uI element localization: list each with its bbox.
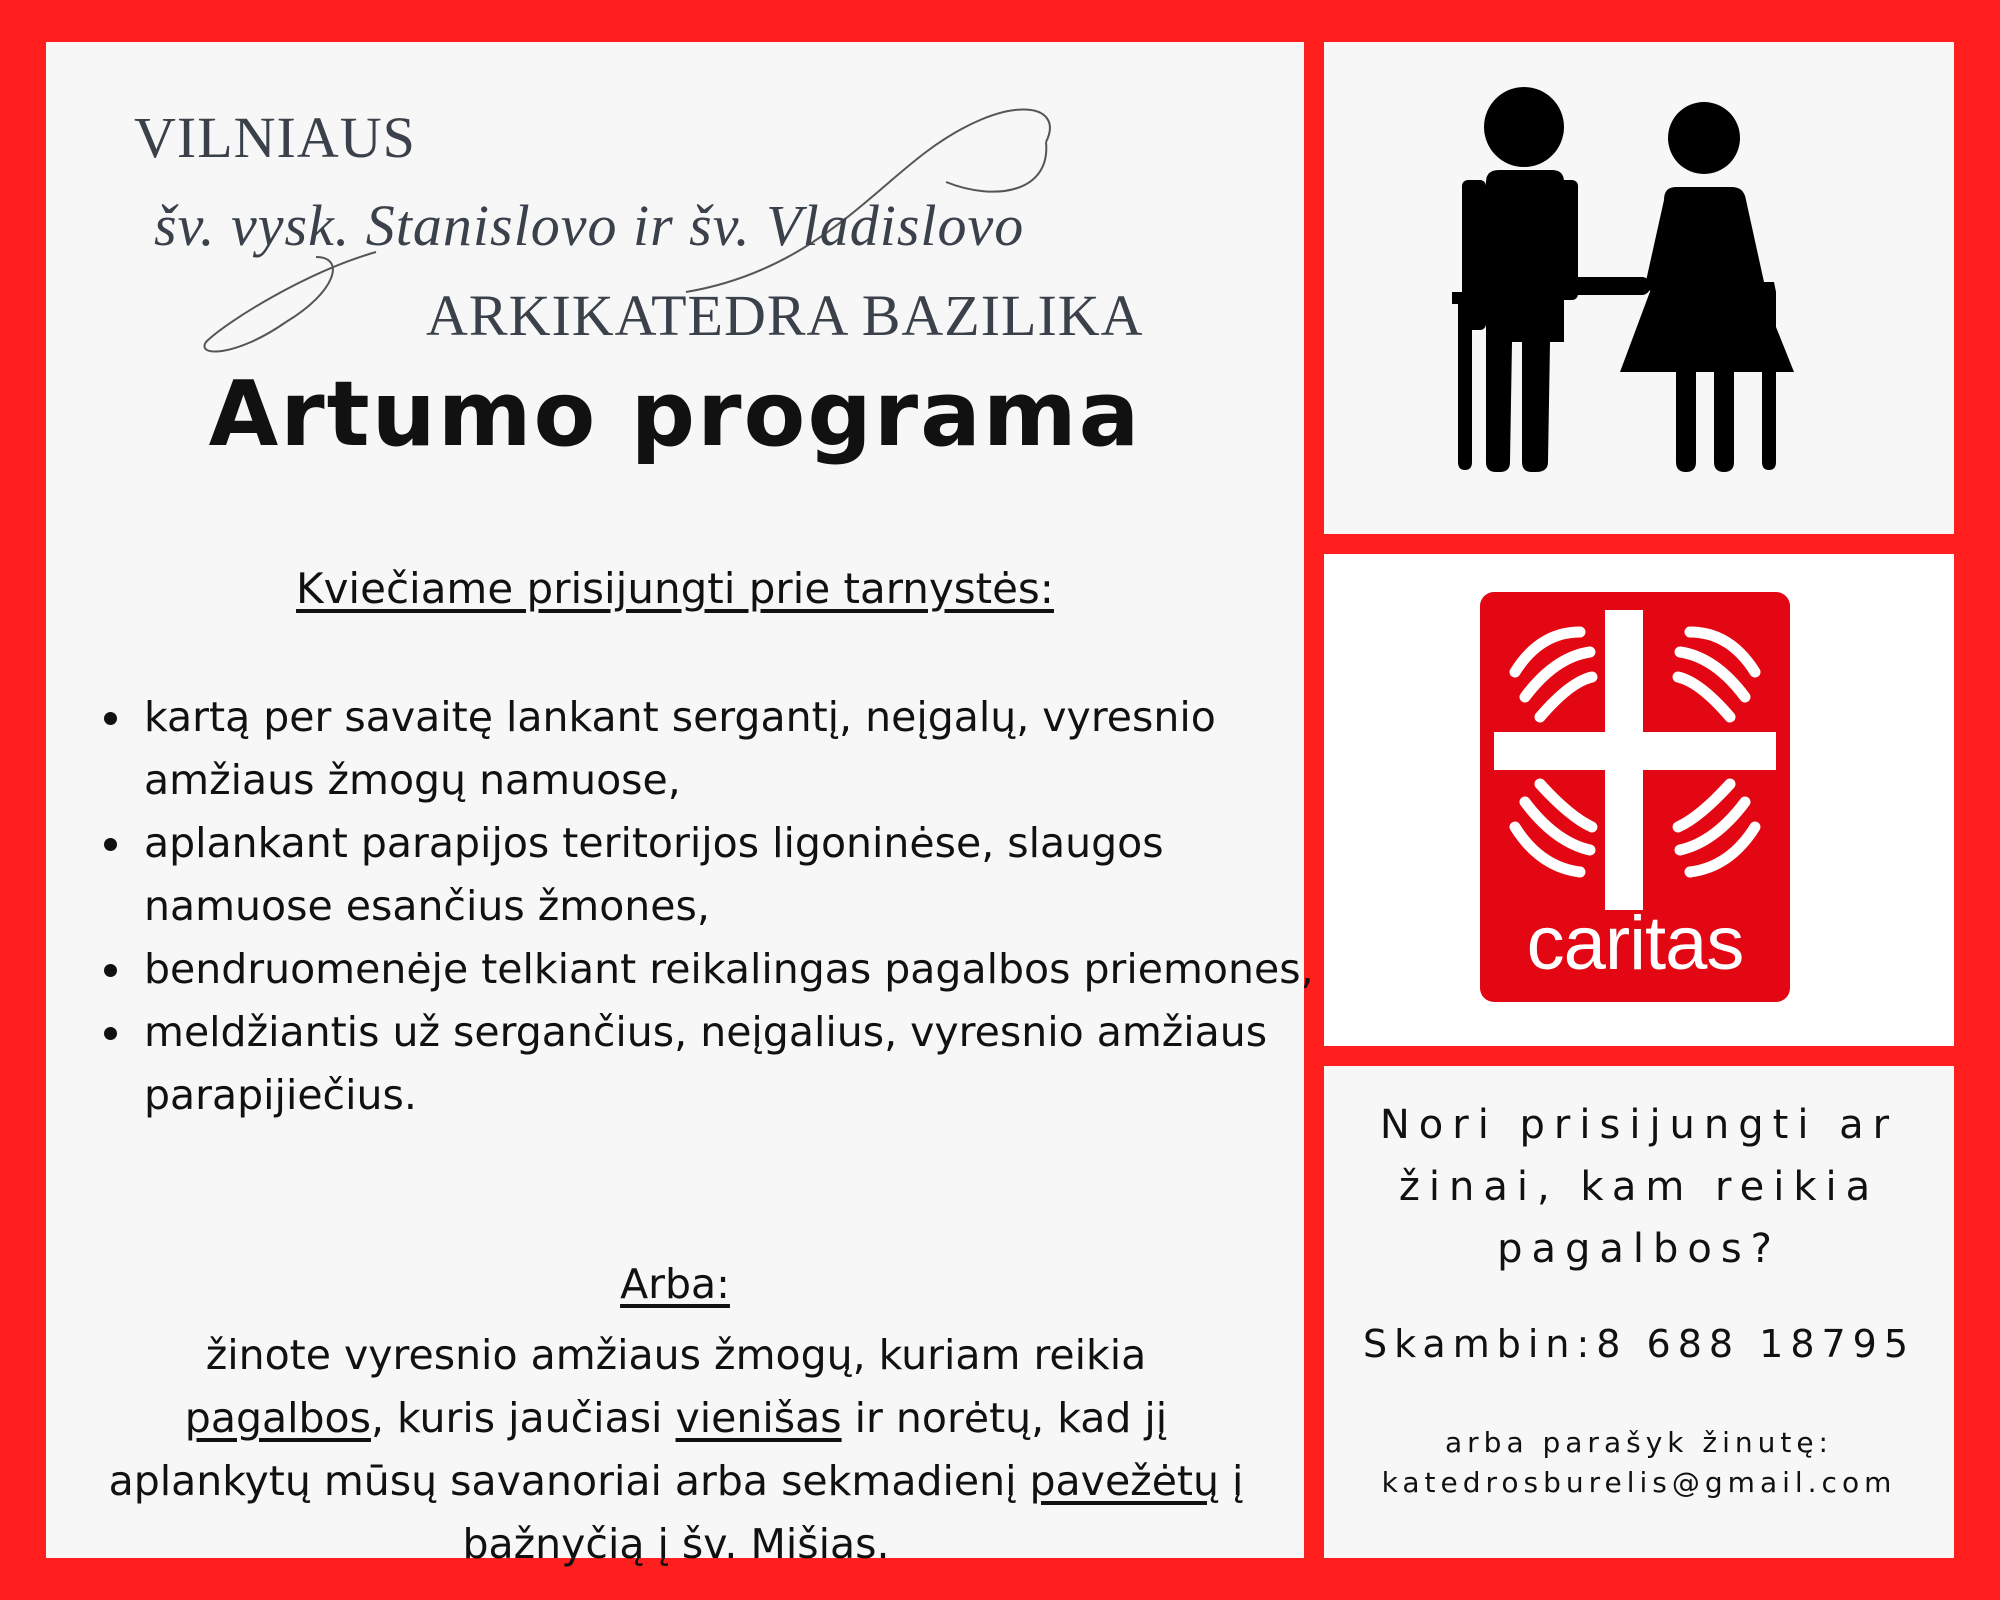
list-item: • meldžiantis už sergančius, neįgalius, vyresnio amžiaus parapijiečius. (136, 1001, 1336, 1127)
contact-email[interactable]: katedrosburelis@gmail.com (1381, 1466, 1897, 1499)
arba-underline-pagalbos: pagalbos (184, 1394, 371, 1442)
left-panel (46, 42, 1314, 1568)
arba-text-3: ir norėtų, kad jį aplankytų mūsų savanoriai arba sekmadienį (108, 1394, 1168, 1505)
logo-line-arkikatedra: ARKIKATEDRA BAZILIKA (426, 283, 1144, 348)
contact-phone[interactable]: Skambin:8 688 18795 (1362, 1322, 1916, 1366)
arba-text-4: į bažnyčią į šv. Mišias. (462, 1457, 1244, 1568)
elderly-couple-panel (1324, 42, 1954, 534)
contact-question: Nori prisijungti ar žinai, kam reikia pagalbos? (1379, 1102, 1899, 1272)
contact-panel (1324, 1066, 1954, 1558)
arba-paragraph (106, 1324, 1246, 1576)
page-title: Artumo programa (208, 362, 1142, 467)
caritas-wordmark: caritas (1526, 901, 1744, 986)
contact-alt-text: arba parašyk žinutę: (1445, 1426, 1833, 1459)
arba-text-2: , kuris jaučiasi (370, 1394, 676, 1442)
arba-heading: Arba: (620, 1260, 730, 1308)
logo-line-saints: šv. vysk. Stanislovo ir šv. Vladislovo (154, 193, 1025, 258)
caritas-panel (1324, 554, 1954, 1046)
logo-line-vilniaus: VILNIAUS (134, 105, 416, 170)
arba-text-1: žinote vyresnio amžiaus žmogų, kuriam reikia (205, 1331, 1147, 1379)
invitation-heading: Kviečiame prisijungti prie tarnystės: (296, 564, 1054, 613)
arba-underline-vienisas: vienišas (675, 1394, 842, 1442)
list-item: • aplankant parapijos teritorijos ligoninėse, slaugos namuose esančius žmones, (136, 812, 1336, 938)
arba-underline-pavezetu: pavežėtų (1029, 1457, 1219, 1505)
basilica-logo (46, 42, 1304, 362)
list-item: • bendruomenėje telkiant reikalingas pagalbos priemones, (136, 938, 1336, 1001)
service-list (86, 686, 1336, 1127)
elderly-couple-icon (1324, 42, 1954, 534)
list-item: • kartą per savaitę lankant sergantį, neįgalų, vyresnio amžiaus žmogų namuose, (136, 686, 1336, 812)
